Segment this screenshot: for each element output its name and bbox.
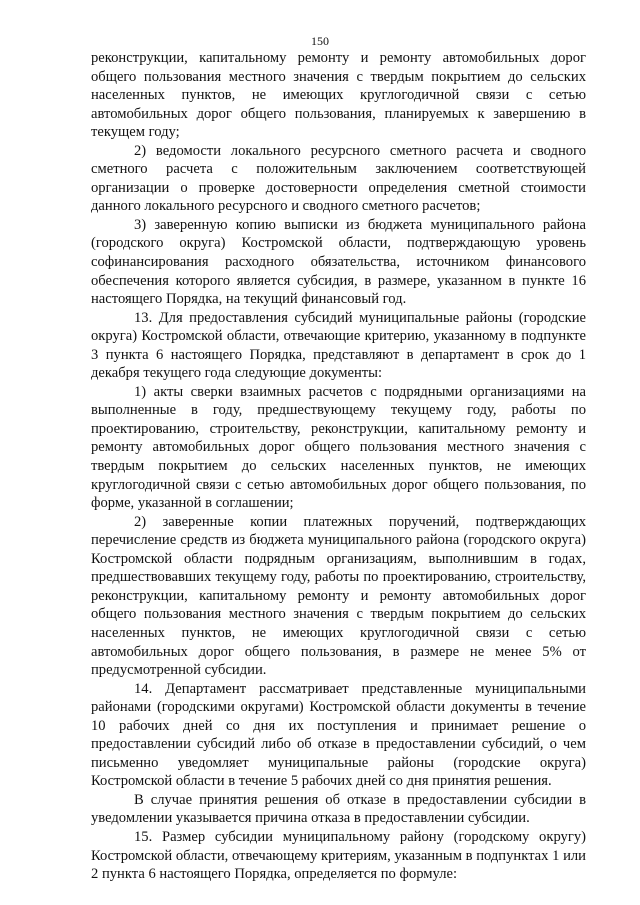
paragraph-clause-14: 14. Департамент рассматривает представленные муниципальными районами (городскими округами) Костромской области документы в течение 10 рабочих дней со дня их поступления и принимает решение о предоставлении субсидий либо об отказе в предоставлении субсидий, о чем письменно уведомляет муниципальные районы (городские округа) Костромской области в течение 5 рабочих дней со дня принятия решения. (91, 680, 586, 790)
paragraph-refusal-notice: В случае принятия решения об отказе в предоставлении субсидии в уведомлении указывается причина отказа в предоставлении субсидии. (91, 791, 586, 827)
paragraph-clause-13: 13. Для предоставления субсидий муниципальные районы (городские округа) Костромской области, отвечающие критерию, указанному в подпункте 3 пункта 6 настоящего Порядка, представляют в департамент в срок до 1 декабря текущего года следующие документы: (91, 309, 586, 382)
page-number: 150 (311, 34, 329, 48)
paragraph-item-2: 2) ведомости локального ресурсного сметного расчета и сводного сметного расчета с положительным заключением соответствующей организации о проверке достоверности определения сметной стоимости данного локального ресурсного и сводного сметного расчетов; (91, 142, 586, 215)
paragraph-clause-15: 15. Размер субсидии муниципальному району (городскому округу) Костромской области, отвечающему критериям, указанным в подпунктах 1 или 2 пункта 6 настоящего Порядка, определяется по формуле: (91, 828, 586, 883)
paragraph-clause-13-item-1: 1) акты сверки взаимных расчетов с подрядными организациями на выполненные в году, предшествующему текущему году, работы по проектированию, строительству, реконструкции, капитальному ремонту и ремонту автомобильных дорог общего пользования местного значения с твердым покрытием до сельских населенных пунктов, не имеющих круглогодичной связи с сетью автомобильных дорог общего пользования, по форме, указанной в соглашении; (91, 383, 586, 512)
paragraph-continuation: реконструкции, капитальному ремонту и ремонту автомобильных дорог общего пользования местного значения с твердым покрытием до сельских населенных пунктов, не имеющих круглогодичной связи с сетью автомобильных дорог общего пользования, планируемых к завершению в текущем году; (91, 50, 586, 141)
paragraph-item-3: 3) заверенную копию выписки из бюджета муниципального района (городского округа) Костромской области, подтверждающую уровень софинансирования расходного обязательства, источником финансового обеспечения которого является субсидия, в размере, указанном в пункте 16 настоящего Порядка, на текущий финансовый год. (91, 216, 586, 308)
document-body (91, 49, 586, 884)
paragraph-clause-13-item-2: 2) заверенные копии платежных поручений, подтверждающих перечисление средств из бюджета муниципального района (городского округа) Костромской области подрядным организациям, выполнившим в годах, предшествовавших текущему году, работы по проектированию, строительству, реконструкции, капитальному ремонту и ремонту автомобильных дорог общего пользования местного значения с твердым покрытием до сельских населенных пунктов, не имеющих круглогодичной связи с сетью автомобильных дорог общего пользования, в размере не менее 5% от предусмотренной субсидии. (91, 513, 586, 679)
